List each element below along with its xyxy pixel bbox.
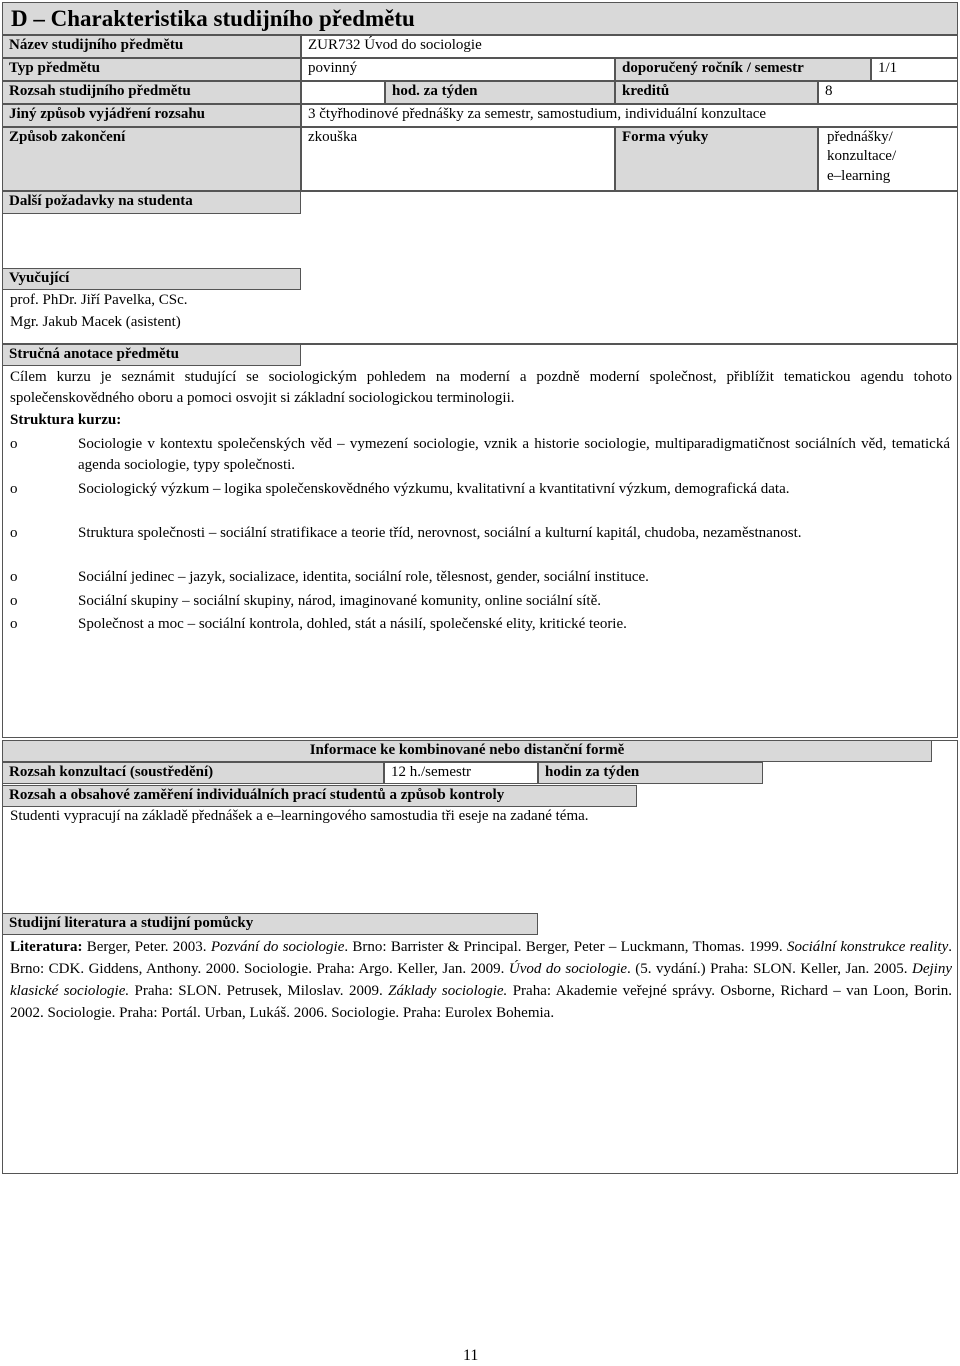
bullet-marker: o <box>10 593 18 609</box>
structure-item-5 <box>10 591 950 612</box>
teaching-form-line-2: konzultace/ <box>827 148 897 165</box>
structure-item-4 <box>10 567 950 588</box>
course-name-label: Název studijního předmětu <box>2 35 301 58</box>
annotation-intro: Cílem kurzu je seznámit studující se sociologickým pohledem na moderní a pozdně moderní společnost, přiblížit tematickou agendu tohoto společenskovědného oboru a pomoci osvojit si základní sociologickou terminologii. <box>10 369 952 406</box>
lit-title: Pozvání do sociologie <box>210 939 345 955</box>
course-scope-label: Rozsah studijního předmětu <box>2 81 301 104</box>
lit-part: Berger, Peter. 2003. <box>82 939 211 955</box>
completion-label: Způsob zakončení <box>2 127 301 191</box>
recommended-year-label: doporučený ročník / semestr <box>615 58 871 81</box>
requirements-label: Další požadavky na studenta <box>2 191 301 214</box>
structure-item-text: Společnost a moc – sociální kontrola, dohled, stát a násilí, společenské elity, kritické teorie. <box>78 616 627 632</box>
lit-part: . (5. vydání.) Praha: SLON. Keller, Jan. 2005. <box>627 961 912 977</box>
lit-part: Praha: Akademie veřejné správy. Osborne, Richard – van Loon, Borin. 2002. Sociologie. Praha: Portál. Urban, Lukáš. 2006. Sociologie. Praha: Eurolex Bohemia. <box>10 983 952 1021</box>
structure-item-2 <box>10 479 950 500</box>
structure-item-text: Sociologie v kontextu společenských věd – vymezení sociologie, vznik a historie sociologie, multiparadigmatičnost sociálních věd, tematická agenda sociologie, typy společnosti. <box>78 436 950 473</box>
structure-label: Struktura kurzu: <box>10 412 122 428</box>
individual-work-text: Studenti vypracují na základě přednášek a e–learningového samostudia tři eseje na zadané téma. <box>10 808 589 824</box>
recommended-year-value: 1/1 <box>871 58 958 81</box>
teachers-label: Vyučující <box>2 268 301 290</box>
combined-title: Informace ke kombinované nebo distanční formě <box>2 740 932 762</box>
lit-title: Dejiny klasické sociologie. <box>10 961 952 999</box>
other-scope-label: Jiný způsob vyjádření rozsahu <box>2 104 301 127</box>
teaching-form-line-1: přednášky/ <box>827 129 893 145</box>
teaching-form-value <box>818 127 958 191</box>
lit-title: Sociální konstrukce reality <box>786 939 949 955</box>
course-type-value: povinný <box>301 58 615 81</box>
bullet-marker: o <box>10 481 18 497</box>
teaching-form-line-3: e–learning <box>827 167 891 184</box>
hours-per-week-label: hod. za týden <box>385 81 615 104</box>
lit-title: Úvod do sociologie <box>508 961 628 977</box>
annotation-label: Stručná anotace předmětu <box>2 344 301 366</box>
teaching-form-label: Forma výuky <box>615 127 818 191</box>
teacher-1: prof. PhDr. Jiří Pavelka, CSc. <box>10 292 188 308</box>
structure-item-1 <box>10 434 950 476</box>
literature-prefix: Literatura: <box>10 939 83 955</box>
lit-part: Praha: SLON. Petrusek, Miloslav. 2009. <box>129 983 389 999</box>
bullet-marker: o <box>10 616 18 632</box>
credits-label: kreditů <box>615 81 818 104</box>
lit-title: Základy sociologie. <box>388 983 508 999</box>
literature-text <box>10 936 952 1024</box>
other-scope-value: 3 čtyřhodinové přednášky za semestr, samostudium, individuální konzultace <box>301 104 958 127</box>
bullet-marker: o <box>10 525 18 541</box>
lit-part: . Brno: Barrister & Principal. Berger, Peter – Luckmann, Thomas. 1999. <box>344 939 787 955</box>
consultation-value: 12 h./semestr <box>384 762 538 784</box>
individual-work-label: Rozsah a obsahové zaměření individuálních prací studentů a způsob kontroly <box>2 785 637 807</box>
course-name-value: ZUR732 Úvod do sociologie <box>301 35 958 58</box>
completion-value: zkouška <box>301 127 615 191</box>
structure-item-text: Sociální jedinec – jazyk, socializace, identita, sociální role, tělesnost, gender, sociální instituce. <box>78 569 649 585</box>
consultation-label: Rozsah konzultací (soustředění) <box>2 762 384 784</box>
consultation-unit: hodin za týden <box>538 762 763 784</box>
lit-part: . Brno: CDK. Giddens, Anthony. 2000. Sociologie. Praha: Argo. Keller, Jan. 2009. <box>10 939 953 977</box>
teacher-2: Mgr. Jakub Macek (asistent) <box>10 314 181 330</box>
course-scope-value <box>301 81 385 104</box>
structure-item-text: Struktura společnosti – sociální stratifikace a teorie tříd, nerovnost, sociální a kulturní kapitál, chudoba, nezaměstnanost. <box>78 525 802 541</box>
bullet-marker: o <box>10 436 18 452</box>
bullet-marker: o <box>10 569 18 585</box>
section-title: D – Charakteristika studijního předmětu <box>2 2 958 35</box>
structure-item-text: Sociální skupiny – sociální skupiny, národ, imaginované komunity, online sociální sítě. <box>78 593 601 609</box>
structure-item-6 <box>10 614 950 635</box>
literature-label: Studijní literatura a studijní pomůcky <box>2 913 538 935</box>
page-number: 11 <box>463 1347 479 1364</box>
structure-item-text: Sociologický výzkum – logika společenskovědného výzkumu, kvalitativní a kvantitativní výzkum, demografická data. <box>78 481 790 497</box>
credits-value: 8 <box>818 81 958 104</box>
course-type-label: Typ předmětu <box>2 58 301 81</box>
structure-item-3 <box>10 523 950 544</box>
